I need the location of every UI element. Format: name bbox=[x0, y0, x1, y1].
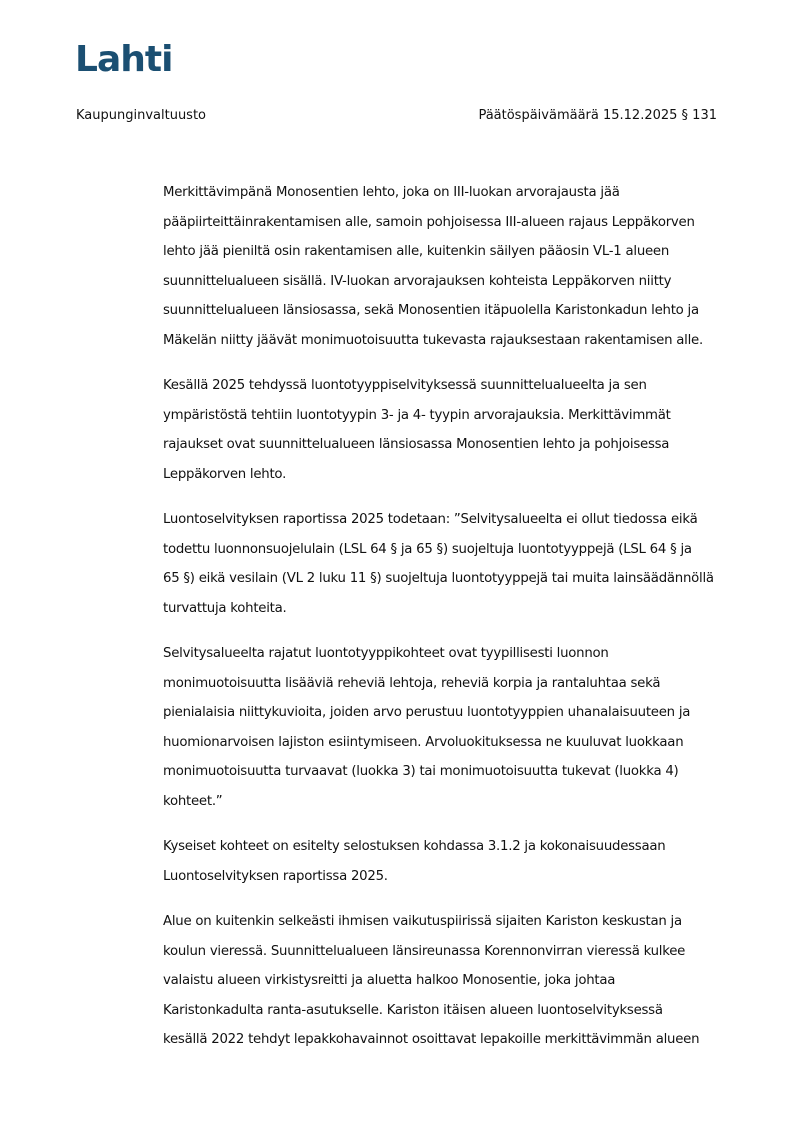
text-line: 65 §) eikä vesilain (VL 2 luku 11 §) suojeltuja luontotyyppejä tai muita lainsäädännöllä bbox=[163, 571, 714, 586]
text-line: kohteet.” bbox=[163, 793, 223, 809]
text-line: monimuotoisuutta turvaavat (luokka 3) tai monimuotoisuutta tukevat (luokka 4) bbox=[163, 764, 679, 779]
text-line: Luontoselvityksen raportissa 2025. bbox=[163, 868, 388, 884]
paragraph bbox=[163, 907, 723, 1055]
text-line: ympäristöstä tehtiin luontotyypin 3- ja 4- tyypin arvorajauksia. Merkittävimmät bbox=[163, 407, 671, 423]
lahti-logo: Lahti bbox=[75, 39, 173, 80]
text-line: Alue on kuitenkin selkeästi ihmisen vaikutuspiirissä sijaiten Kariston keskustan ja bbox=[163, 914, 682, 929]
text-line: todettu luonnonsuojelulain (LSL 64 § ja 65 §) suojeltuja luontotyyppejä (LSL 64 § ja bbox=[163, 541, 692, 557]
text-line: Mäkelän niitty jäävät monimuotoisuutta tukevasta rajauksestaan rakentamisen alle. bbox=[163, 332, 703, 348]
text-line: valaistu alueen virkistysreitti ja aluetta halkoo Monosentie, joka johtaa bbox=[163, 973, 616, 988]
text-line: kesällä 2022 tehdyt lepakkohavainnot osoittavat lepakoille merkittävimmän alueen bbox=[163, 1032, 700, 1047]
organ-name: Kaupunginvaltuusto bbox=[76, 108, 207, 123]
text-line: Luontoselvityksen raportissa 2025 todetaan: ”Selvitysalueelta ei ollut tiedossa eikä bbox=[163, 512, 698, 527]
text-line: monimuotoisuutta lisääviä reheviä lehtoja, reheviä korpia ja rantaluhtaa sekä bbox=[163, 675, 661, 691]
text-line: Merkittävimpänä Monosentien lehto, joka on III-luokan arvorajausta jää bbox=[163, 185, 620, 200]
paragraph bbox=[163, 639, 723, 816]
text-line: pääpiirteittäinrakentamisen alle, samoin pohjoisessa III-alueen rajaus Leppäkorven bbox=[163, 214, 695, 230]
text-line: Kesällä 2025 tehdyssä luontotyyppiselvityksessä suunnittelualueelta ja sen bbox=[163, 378, 647, 393]
text-line: koulun vieressä. Suunnittelualueen länsireunassa Korennonvirran vieressä kulkee bbox=[163, 943, 686, 959]
text-line: Leppäkorven lehto. bbox=[163, 466, 287, 482]
text-line: huomionarvoisen lajiston esiintymiseen. Arvoluokituksessa ne kuuluvat luokkaan bbox=[163, 734, 684, 750]
text-line: Karistonkadulta ranta-asutukselle. Kariston itäisen alueen luontoselvityksessä bbox=[163, 1002, 663, 1018]
text-line: turvattuja kohteita. bbox=[163, 600, 287, 616]
paragraph bbox=[163, 505, 723, 623]
document-body bbox=[163, 178, 723, 1071]
paragraph bbox=[163, 178, 723, 355]
decision-reference: Päätöspäivämäärä 15.12.2025 § 131 bbox=[478, 108, 717, 123]
paragraph bbox=[163, 832, 723, 891]
text-line: lehto jää pieniltä osin rakentamisen alle, kuitenkin säilyen pääosin VL-1 alueen bbox=[163, 244, 670, 259]
text-line: Selvitysalueelta rajatut luontotyyppikohteet ovat tyypillisesti luonnon bbox=[163, 646, 609, 661]
text-line: pienialaisia niittykuvioita, joiden arvo perustuu luontotyyppien uhanalaisuuteen ja bbox=[163, 705, 691, 720]
text-line: Kyseiset kohteet on esitelty selostuksen kohdassa 3.1.2 ja kokonaisuudessaan bbox=[163, 839, 666, 854]
text-line: suunnittelualueen sisällä. IV-luokan arvorajauksen kohteista Leppäkorven niitty bbox=[163, 273, 672, 289]
text-line: suunnittelualueen länsiosassa, sekä Monosentien itäpuolella Karistonkadun lehto ja bbox=[163, 303, 699, 318]
text-line: rajaukset ovat suunnittelualueen länsiosassa Monosentien lehto ja pohjoisessa bbox=[163, 437, 670, 452]
paragraph bbox=[163, 371, 723, 489]
